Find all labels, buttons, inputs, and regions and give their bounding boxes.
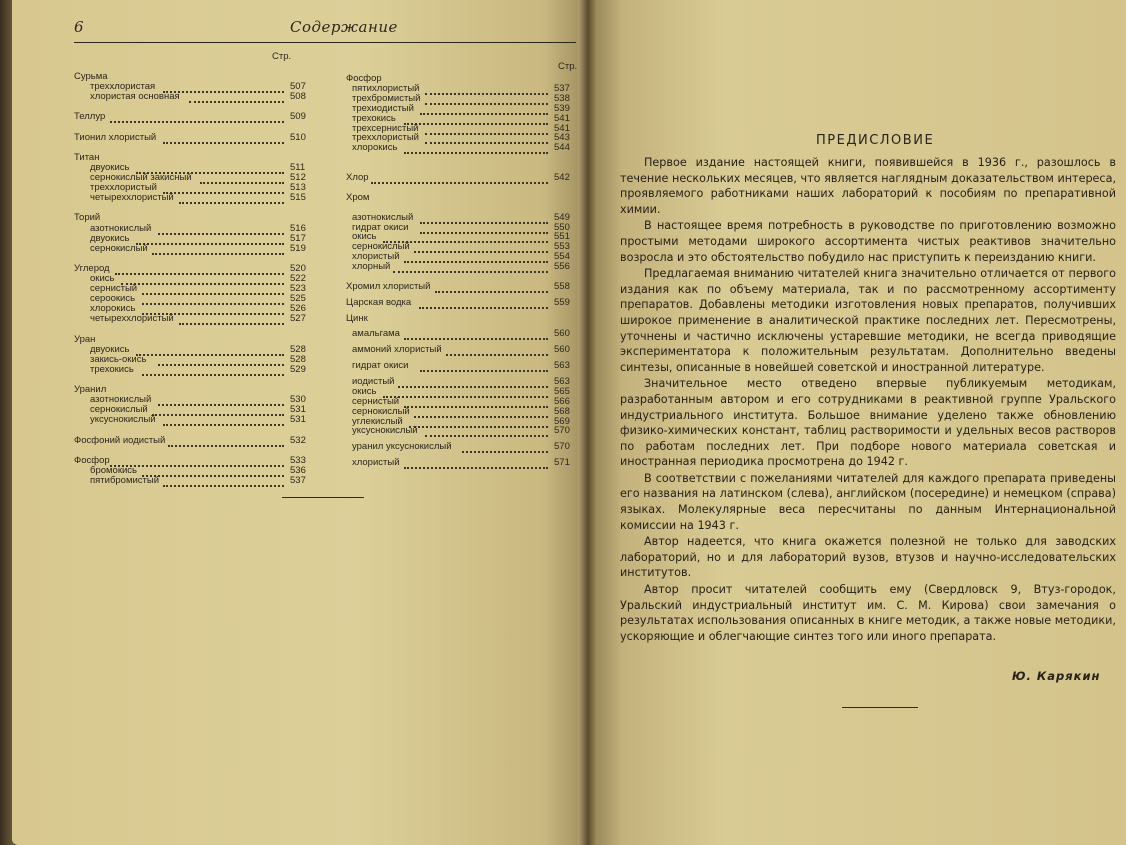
toc-page-number: 509: [290, 111, 306, 123]
toc-leader-dots: [419, 306, 548, 309]
toc-page-number: 568: [554, 405, 570, 417]
toc-entry: [74, 193, 310, 203]
toc-entry: [346, 442, 574, 452]
toc-entry: [346, 114, 574, 124]
toc-page-number: 544: [554, 142, 570, 154]
toc-page-number: 537: [290, 475, 306, 486]
toc-entry-label: Фосфоний иодистый: [74, 434, 166, 446]
page-number: 6: [74, 18, 84, 36]
toc-entry-label: сероокись: [90, 293, 136, 305]
toc-entry-label: хлористый: [352, 457, 400, 469]
toc-page-number: 523: [290, 283, 306, 295]
toc-leader-dots: [110, 120, 284, 123]
toc-leader-dots: [420, 369, 548, 372]
toc-entry-label: азотнокислый: [90, 394, 152, 406]
toc-page-number: 542: [554, 172, 570, 183]
toc-leader-dots: [163, 141, 284, 144]
toc-leader-dots: [163, 484, 284, 487]
toc-leader-dots: [163, 423, 284, 426]
toc-entry-label: уксуснокислый: [90, 414, 156, 426]
toc-page-number: 551: [554, 231, 570, 243]
toc-column-2: [346, 62, 582, 472]
toc-leader-dots: [189, 100, 284, 103]
preface-paragraph: Предлагаемая вниманию читателей книга значительно отличается от первого издания как по объему материала, так и по рассмотренному ассортименту препаратов. Добавлены методики изготовления новых препаратов, получивших широкое применение в аналитической практике последних лет. Пересмотрены, уточнены и частично исключены устаревшие методики, не всегда приводящие экспериментатора к положительным результатам. Дополнительно введены синтезы, описанные в новейшей советской и иностранной литературе.: [620, 267, 1116, 374]
toc-leader-dots: [168, 444, 284, 447]
toc-entry: [346, 193, 574, 203]
toc-entry: [74, 112, 310, 122]
toc-entry-label: Уранил: [74, 384, 107, 396]
toc-entry: [74, 476, 310, 486]
toc-page-number: 531: [290, 404, 306, 416]
toc-page-number: 522: [290, 273, 306, 284]
toc-entry-label: окись: [90, 273, 115, 284]
toc-page-number: 556: [554, 261, 570, 273]
running-head: [74, 14, 576, 43]
toc-page-number: 563: [554, 375, 570, 387]
toc-entry-label: иодистый: [352, 375, 395, 387]
section-rule: [842, 707, 918, 708]
toc-page-number: 508: [290, 91, 306, 103]
toc-page-number: 515: [290, 192, 306, 204]
toc-entry-label: пятибромистый: [90, 475, 160, 486]
toc-entry-label: Тионил хлористый: [74, 131, 157, 143]
toc-entry-label: аммоний хлористый: [352, 344, 442, 356]
toc-column-header: Стр.: [272, 51, 292, 62]
toc-page-number: 554: [554, 251, 570, 263]
toc-page-number: 528: [290, 343, 306, 355]
toc-page-number: 526: [290, 303, 306, 315]
toc-entry-label: Углерод: [74, 262, 110, 274]
toc-page-number: 507: [290, 81, 306, 93]
toc-leader-dots: [425, 434, 548, 437]
toc-page-number: 531: [290, 414, 306, 426]
preface-text: [620, 155, 1116, 645]
toc-page-number: 527: [290, 313, 306, 325]
toc-entry-label: Фосфор: [74, 454, 110, 466]
toc-entry: [74, 365, 310, 375]
toc-entry-label: уранил уксуснокислый: [352, 441, 452, 453]
toc-entry-label: гидрат окиси: [352, 360, 409, 372]
toc-page-number: 532: [290, 434, 306, 446]
toc-entry: [346, 329, 574, 339]
toc-entry-label: трехиодистый: [352, 102, 414, 114]
toc-entry-label: треххлористая: [90, 81, 156, 93]
preface-paragraph: Автор просит читателей сообщить ему (Свердловск 9, Втуз-городок, Уральский индустриальный институт им. С. М. Кирова) свои замечания о результатах использования описанных в книге методик, а также новые методики, ускоряющие и облегчающие синтез того или иного препарата.: [620, 583, 1116, 643]
toc-page-number: 570: [554, 425, 570, 437]
toc-entry-label: Фосфор: [346, 73, 382, 84]
toc-page-number: 559: [554, 296, 570, 308]
toc-entry-label: трехсернистый: [352, 122, 419, 134]
toc-entry: [346, 143, 574, 153]
toc-page-number: 537: [554, 82, 570, 94]
toc-page-number: 520: [290, 262, 306, 274]
running-title: Содержание: [290, 18, 398, 36]
toc-page-number: 529: [290, 363, 306, 375]
toc-entry-label: гидрат окиси: [352, 221, 409, 233]
toc-entry-label: трехокись: [90, 363, 134, 375]
toc-entry: [74, 415, 310, 425]
toc-entry-label: Титан: [74, 151, 100, 163]
toc-page-number: 553: [554, 241, 570, 253]
toc-entry: [346, 298, 574, 308]
toc-page-number: 517: [290, 232, 306, 244]
toc-leader-dots: [152, 252, 284, 255]
toc-entry-label: хлористый: [352, 251, 400, 263]
toc-leader-dots: [404, 151, 548, 154]
toc-page-number: 528: [290, 353, 306, 365]
toc-page-number: 549: [554, 211, 570, 223]
toc-page-number: 560: [554, 344, 570, 356]
toc-leader-dots: [371, 181, 548, 184]
toc-entry: [346, 173, 574, 183]
toc-leader-dots: [446, 353, 548, 356]
toc-entry: [74, 133, 310, 143]
toc-entry-label: трехокись: [352, 112, 396, 124]
toc-leader-dots: [404, 337, 548, 340]
toc-entry: [74, 92, 310, 102]
toc-page-number: 563: [554, 360, 570, 372]
toc-page-number: 512: [290, 172, 306, 183]
toc-entry: [74, 314, 310, 324]
toc-page-number: 543: [554, 132, 570, 144]
toc-page-number: 560: [554, 328, 570, 340]
toc-entry-label: двуокись: [90, 161, 130, 173]
toc-page-number: 511: [290, 161, 306, 173]
toc-page-number: 513: [290, 182, 306, 194]
toc-entry-label: сернокислый: [90, 242, 148, 254]
toc-entry: [346, 426, 574, 436]
toc-leader-dots: [142, 373, 284, 376]
toc-page-number: 570: [554, 441, 570, 453]
toc-entry: [346, 213, 574, 223]
toc-leader-dots: [435, 290, 548, 293]
preface-paragraph: Значительное место отведено впервые публикуемым методикам, разработанным автором и его сотрудниками в реактивной группе Уральского индустриального института. Большое внимание уделено также обновлению физико-химических констант, таблиц растворимости и удельных весов растворов по работам последних лет. При подборе нового материала советская и иностранная периодика просмотрена до 1942 г.: [620, 377, 1116, 469]
toc-page-number: 541: [554, 112, 570, 124]
toc-page-number: 516: [290, 222, 306, 234]
toc-entry-label: закись-окись: [90, 353, 147, 365]
toc-entry-label: углекислый: [352, 415, 403, 427]
toc-page-number: 530: [290, 394, 306, 406]
toc-entry: [74, 244, 310, 254]
toc-entry-label: сернокислый: [90, 404, 148, 416]
toc-entry-label: сернистый: [352, 395, 400, 407]
toc-entry: [346, 262, 574, 272]
toc-entry-label: хлорный: [352, 261, 391, 273]
toc-entry-label: сернистый: [90, 283, 138, 295]
toc-page-number: 539: [554, 102, 570, 114]
toc-entry-label: Сурьма: [74, 71, 108, 82]
toc-entry: [346, 282, 574, 292]
toc-entry: [74, 436, 310, 446]
toc-page-number: 538: [554, 92, 570, 104]
toc-entry-label: амальгама: [352, 328, 400, 340]
toc-page-number: 533: [290, 454, 306, 466]
toc-entry: [346, 223, 574, 233]
toc-page-number: 541: [554, 122, 570, 134]
toc-entry-label: треххлористый: [90, 182, 157, 194]
author-signature: Ю. Карякин: [1012, 669, 1101, 683]
toc-entry-label: Цинк: [346, 312, 368, 324]
toc-entry-label: сернокислый: [352, 241, 410, 253]
toc-entry-label: окись: [352, 231, 377, 243]
toc-entry: [74, 213, 310, 223]
toc-page-number: 525: [290, 293, 306, 305]
toc-entry-label: Хромил хлористый: [346, 280, 431, 292]
toc-entry-label: сернокислый: [352, 405, 410, 417]
toc-leader-dots: [179, 201, 284, 204]
toc-column-header: Стр.: [558, 61, 578, 72]
toc-entry-label: хлорокись: [352, 142, 398, 154]
toc-page-number: 550: [554, 221, 570, 233]
toc-page-number: 566: [554, 395, 570, 407]
toc-entry-label: Царская водка: [346, 296, 412, 308]
preface-paragraph: Автор надеется, что книга окажется полезной не только для заводских лабораторий, но и для лабораторий вузов, втузов и научно-исследовательских институтов.: [620, 535, 1116, 580]
toc-page-number: 565: [554, 385, 570, 397]
toc-page-number: 536: [290, 464, 306, 476]
toc-entry-label: двуокись: [90, 232, 130, 244]
toc-entry-label: двуокись: [90, 343, 130, 355]
preface-title: ПРЕДИСЛОВИЕ: [816, 133, 935, 148]
toc-entry-label: азотнокислый: [90, 222, 152, 234]
toc-page-number: 569: [554, 415, 570, 427]
preface-paragraph: В настоящее время потребность в руководстве по приготовлению возможно простыми методами широкого ассортимента чистых реактивов значительно возросла и это обстоятельство побудило нас приступить к переизданию книги.: [620, 219, 1116, 264]
preface-paragraph: В соответствии с пожеланиями читателей для каждого препарата приведены его названия на латинском (слева), английском (посередине) и немецком (справа) языках. Молекулярные веса пересчитаны по данным Интернациональной комиссии на 1943 г.: [620, 471, 1116, 532]
toc-entry-label: треххлористый: [352, 132, 419, 144]
toc-leader-dots: [179, 322, 284, 325]
toc-entry-label: трехбромистый: [352, 92, 421, 104]
toc-entry: [346, 314, 574, 324]
toc-entry-label: Теллур: [74, 111, 106, 123]
toc-entry-label: бромокись: [90, 464, 137, 476]
toc-entry-label: хлорокись: [90, 303, 136, 315]
toc-entry: [346, 345, 574, 355]
toc-entry-label: четыреххлористый: [90, 192, 174, 204]
toc-leader-dots: [393, 270, 548, 273]
toc-entry-label: окись: [352, 385, 377, 397]
toc-entry-label: азотнокислый: [352, 211, 414, 223]
toc-entry-label: уксуснокислый: [352, 425, 418, 437]
toc-entry-label: пятихлористый: [352, 82, 420, 94]
toc-page-number: 519: [290, 242, 306, 254]
toc-column-1: [74, 51, 310, 486]
toc-entry-label: Хром: [346, 191, 370, 203]
toc-page-number: 510: [290, 131, 306, 143]
section-rule: [282, 497, 364, 498]
toc-entry-label: Хлор: [346, 172, 369, 183]
toc-page-number: 571: [554, 457, 570, 469]
toc-page-number: 558: [554, 280, 570, 292]
toc-leader-dots: [462, 450, 548, 453]
toc-entry-label: хлористая основная: [90, 91, 180, 103]
preface-paragraph: Первое издание настоящей книги, появившейся в 1936 г., разошлось в течение нескольких месяцев, что является наглядным доказательством интереса, проявляемого работниками наших лабораторий к пособиям по препаративной химии.: [620, 156, 1116, 216]
toc-entry: [346, 361, 574, 371]
toc-entry-label: четыреххлористый: [90, 313, 174, 325]
toc-entry-label: Торий: [74, 212, 101, 224]
toc-entry-label: Уран: [74, 333, 96, 345]
toc-entry-label: сернокислый закисный: [90, 172, 192, 183]
toc-entry: [346, 377, 574, 387]
toc-leader-dots: [404, 466, 548, 469]
toc-entry: [346, 458, 574, 468]
